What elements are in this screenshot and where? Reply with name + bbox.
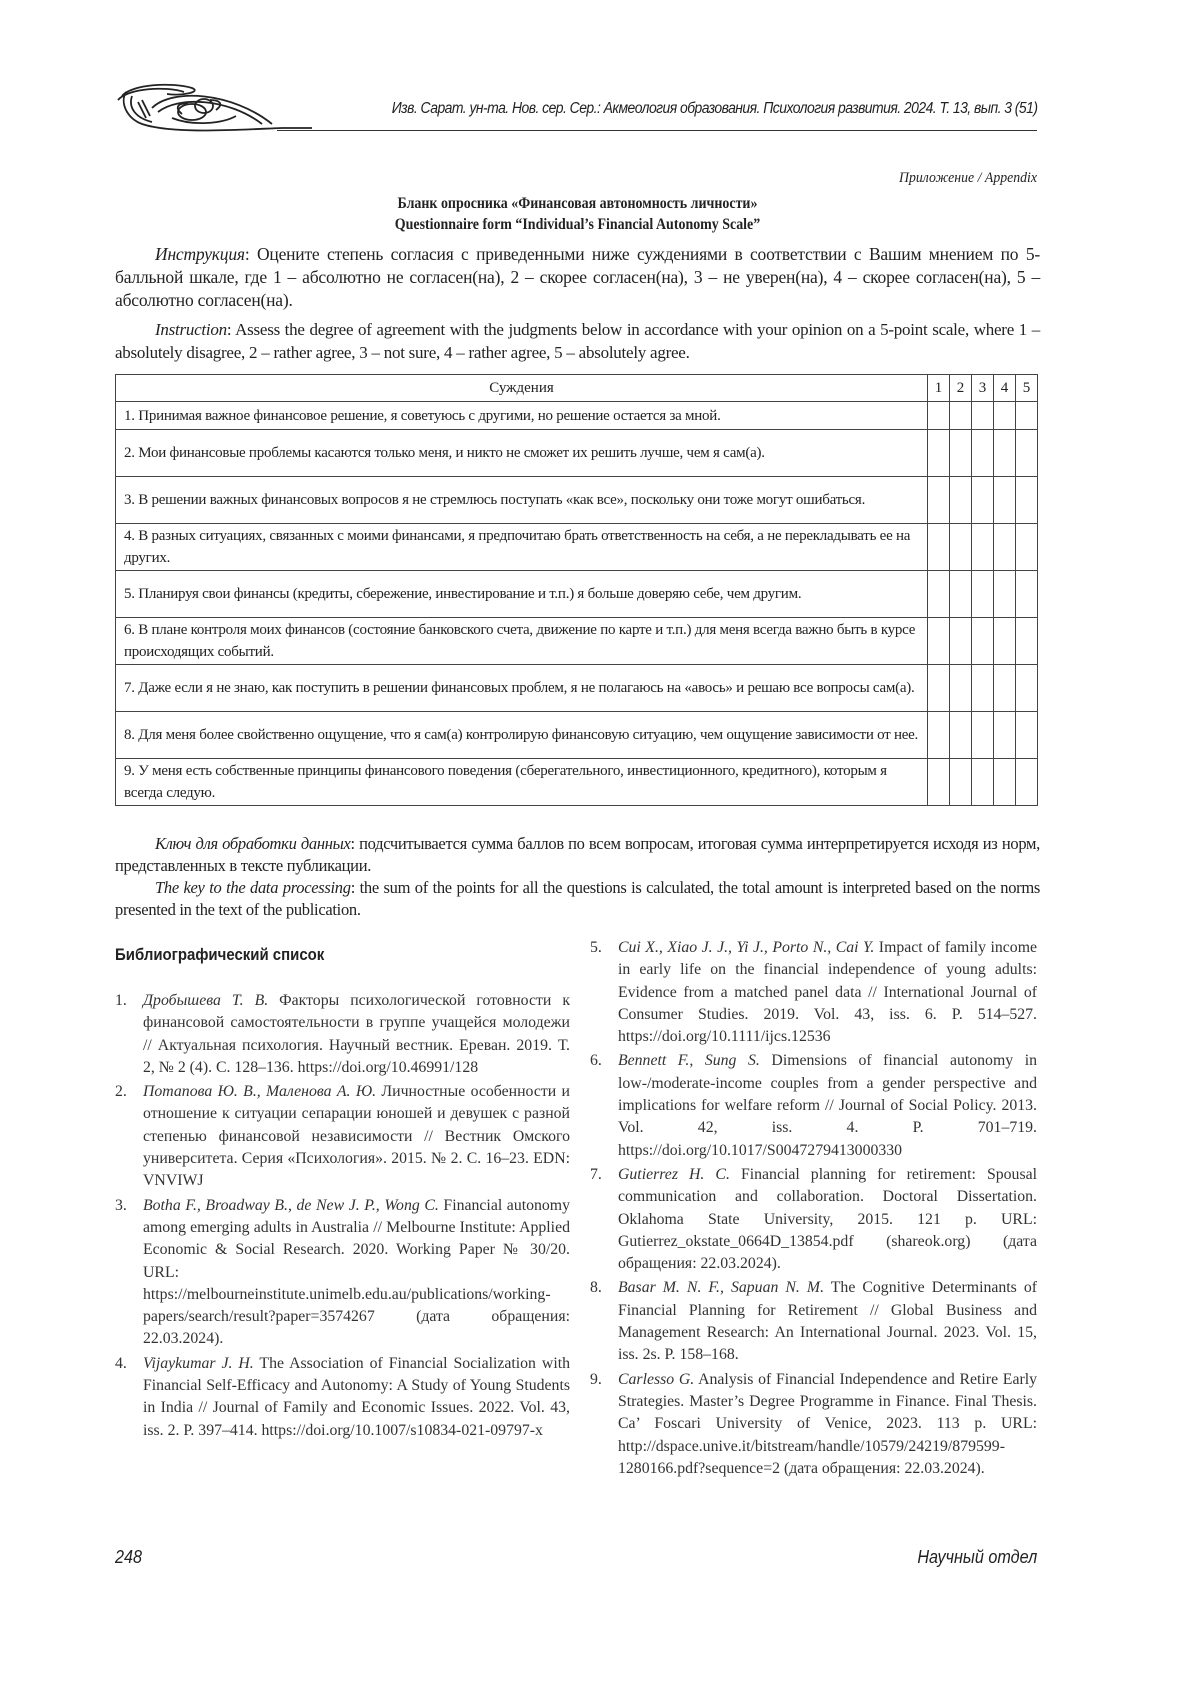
reference-text: The Association of Financial Socialization with Financial Self-Efficacy and Autonomy: A Study of Young Students in India // Journal of Family and Economic Issues. 2022. Vol. 43, iss. 2. P. 397–414. https://doi.org/10.1007/s10834-021-09797-x [143, 1354, 570, 1439]
bibliography-column-right [590, 937, 1037, 1480]
column-header-statements: Суждения [116, 375, 928, 402]
reference-item [115, 1353, 570, 1442]
score-cell-5[interactable] [1016, 665, 1038, 712]
reference-text: Dimensions of financial autonomy in low-/moderate-income couples from a gender perspective and implications for welfare reform // Journal of Social Policy. 2013. Vol. 42, iss. 4. P. 701–719. https://doi.org/10.1017/S0047279413000330 [618, 1052, 1037, 1159]
score-cell-5[interactable] [1016, 759, 1038, 806]
data-key-en-label: The key to the data processing [155, 878, 351, 897]
column-header-score-5: 5 [1016, 375, 1038, 402]
reference-text: Analysis of Financial Independence and Retire Early Strategies. Master’s Degree Programme in Finance. Final Thesis. Ca’ Foscari University of Venice, 2023. 113 p. URL: http://dspace.unive.it/bitstream/handle/10579/24219/879599-1280166.pdf?sequence=2 (дата обращения: 22.03.2024). [618, 1370, 1038, 1477]
reference-item [115, 1081, 570, 1192]
instruction-ru [115, 243, 1040, 312]
score-cell-2[interactable] [950, 618, 972, 665]
table-row [116, 430, 1038, 477]
score-cell-4[interactable] [994, 402, 1016, 430]
score-cell-1[interactable] [928, 759, 950, 806]
score-cell-4[interactable] [994, 571, 1016, 618]
column-header-score-4: 4 [994, 375, 1016, 402]
statement-cell: 8. Для меня более свойственно ощущение, что я сам(а) контролирую финансовую ситуацию, чем ощущение зависимости от нее. [116, 712, 928, 759]
table-row [116, 712, 1038, 759]
reference-number: 1. [115, 992, 127, 1009]
statement-cell: 6. В плане контроля моих финансов (состояние банковского счета, движение по карте и т.п.) для меня всегда важно быть в курсе происходящих событий. [116, 618, 928, 665]
reference-number: 7. [590, 1165, 602, 1183]
reference-text: The Cognitive Determinants of Financial Planning for Retirement // Global Business and Management Research: An International Journal. 2023. Vol. 15, iss. 2s. P. 158–168. [618, 1279, 1038, 1364]
form-title-en: Questionnaire form “Individual’s Financial Autonomy Scale” [394, 216, 761, 233]
data-key-ru [115, 833, 1040, 877]
reference-item [590, 1164, 1037, 1275]
instruction-ru-label: Инструкция [155, 244, 245, 264]
score-cell-3[interactable] [972, 759, 994, 806]
score-cell-2[interactable] [950, 477, 972, 524]
score-cell-5[interactable] [1016, 571, 1038, 618]
score-cell-1[interactable] [928, 712, 950, 759]
score-cell-2[interactable] [950, 402, 972, 430]
reference-authors: Carlesso G. [618, 1370, 695, 1388]
ornamental-logo-icon [112, 78, 312, 136]
reference-item [590, 1050, 1037, 1161]
reference-item [115, 1195, 570, 1351]
score-cell-5[interactable] [1016, 712, 1038, 759]
score-cell-4[interactable] [994, 430, 1016, 477]
score-cell-5[interactable] [1016, 524, 1038, 571]
data-key-ru-text: : подсчитывается сумма баллов по всем вопросам, итоговая сумма интерпретируется исходя из норм, представленных в тексте публикации. [115, 834, 1040, 875]
reference-authors: Дробышева Т. В. [143, 992, 269, 1009]
score-cell-2[interactable] [950, 571, 972, 618]
instruction-ru-text: : Оцените степень согласия с приведенными ниже суждениями в соответствии с Вашим мнением по 5-балльной шкале, где 1 – абсолютно не согласен(на), 2 – скорее согласен(на), 3 – не уверен(на), 4 – скорее согласен(на), 5 – абсолютно согласен(на). [115, 244, 1040, 310]
reference-item [590, 937, 1037, 1048]
reference-authors: Потапова Ю. В., Маленова А. Ю. [143, 1083, 377, 1101]
reference-authors: Cui X., Xiao J. J., Yi J., Porto N., Cai Y. [618, 939, 875, 956]
statement-cell: 7. Даже если я не знаю, как поступить в решении финансовых проблем, я не полагаюсь на «авось» и решаю все вопросы сам(а). [116, 665, 928, 712]
reference-number: 6. [590, 1052, 602, 1070]
data-key-en [115, 877, 1040, 921]
score-cell-1[interactable] [928, 402, 950, 430]
score-cell-5[interactable] [1016, 430, 1038, 477]
score-cell-2[interactable] [950, 665, 972, 712]
score-cell-5[interactable] [1016, 402, 1038, 430]
score-cell-1[interactable] [928, 571, 950, 618]
score-cell-1[interactable] [928, 524, 950, 571]
bibliography-column-left [115, 990, 570, 1442]
column-header-score-1: 1 [928, 375, 950, 402]
table-row [116, 759, 1038, 806]
score-cell-4[interactable] [994, 665, 1016, 712]
score-cell-4[interactable] [994, 477, 1016, 524]
reference-authors: Basar M. N. F., Sapuan N. M. [618, 1279, 825, 1297]
score-cell-3[interactable] [972, 430, 994, 477]
reference-text: Financial autonomy among emerging adults in Australia // Melbourne Institute: Applied Economic & Social Research. 2020. Working Paper № 30/20. URL: https://melbourneinstitute.unimelb.edu.au/publications/working-papers/search/result?paper=3574267 (дата обращения: 22.03.2024). [143, 1196, 570, 1348]
reference-number: 8. [590, 1279, 602, 1297]
reference-number: 4. [115, 1354, 127, 1372]
column-header-score-2: 2 [950, 375, 972, 402]
reference-text: Личностные особенности и отношение к ситуации сепарации юношей и девушек с разной степенью финансовой независимости // Вестник Омского университета. Серия «Психология». 2015. № 2. С. 16–23. EDN: VNVIWJ [143, 1083, 570, 1190]
reference-item [590, 1369, 1037, 1480]
reference-text: Impact of family income in early life on the financial independence of young adults: Evidence from a matched panel data // International Journal of Consumer Studies. 2019. Vol. 43, iss. 6. P. 514–527. https://doi.org/10.1111/ijcs.12536 [618, 939, 1037, 1046]
score-cell-4[interactable] [994, 618, 1016, 665]
score-cell-4[interactable] [994, 759, 1016, 806]
reference-number: 9. [590, 1370, 602, 1388]
running-header [112, 78, 1037, 136]
reference-authors: Bennett F., Sung S. [618, 1052, 760, 1070]
reference-number: 2. [115, 1083, 127, 1101]
score-cell-1[interactable] [928, 665, 950, 712]
score-cell-3[interactable] [972, 618, 994, 665]
bibliography-heading: Библиографический список [115, 945, 325, 964]
reference-authors: Botha F., Broadway B., de New J. P., Wong C. [143, 1196, 439, 1214]
table-row [116, 665, 1038, 712]
header-divider [277, 130, 1037, 131]
reference-authors: Gutierrez H. C. [618, 1165, 730, 1183]
score-cell-1[interactable] [928, 430, 950, 477]
reference-text: Факторы психологической готовности к финансовой самостоятельности в группе учащейся молодежи // Актуальная психология. Научный вестник. Ереван. 2019. Т. 2, № 2 (4). С. 128–136. https://doi.org/10.46991/128 [143, 992, 570, 1076]
score-cell-3[interactable] [972, 712, 994, 759]
table-row [116, 477, 1038, 524]
score-cell-5[interactable] [1016, 477, 1038, 524]
reference-text: Financial planning for retirement: Spousal communication and collaboration. Doctoral Dissertation. Oklahoma State University, 2015. 121 p. URL: Gutierrez_okstate_0664D_13854.pdf (shareok.org) (дата обращения: 22.03.2024). [618, 1165, 1037, 1273]
reference-authors: Vijaykumar J. H. [143, 1354, 254, 1372]
statement-cell: 3. В решении важных финансовых вопросов я не стремлюсь поступать «как все», поскольку они тоже могут ошибаться. [116, 477, 928, 524]
score-cell-3[interactable] [972, 477, 994, 524]
score-cell-3[interactable] [972, 665, 994, 712]
score-cell-2[interactable] [950, 524, 972, 571]
score-cell-2[interactable] [950, 430, 972, 477]
score-cell-2[interactable] [950, 759, 972, 806]
score-cell-3[interactable] [972, 524, 994, 571]
reference-item [115, 990, 570, 1079]
table-row [116, 402, 1038, 430]
page-number: 248 [115, 1547, 143, 1567]
statement-cell: 1. Принимая важное финансовое решение, я советуюсь с другими, но решение остается за мной. [116, 402, 928, 430]
data-key-ru-label: Ключ для обработки данных [155, 834, 351, 853]
form-title-ru: Бланк опросника «Финансовая автономность личности» [397, 195, 758, 212]
column-header-score-3: 3 [972, 375, 994, 402]
statement-cell: 5. Планируя свои финансы (кредиты, сбережение, инвестирование и т.п.) я больше доверяю себе, чем другим. [116, 571, 928, 618]
appendix-label: Приложение / Appendix [898, 170, 1037, 186]
instruction-en [115, 318, 1040, 364]
table-row [116, 618, 1038, 665]
statement-cell: 4. В разных ситуациях, связанных с моими финансами, я предпочитаю брать ответственность на себя, а не перекладывать ее на других. [116, 524, 928, 571]
reference-number: 5. [590, 939, 602, 956]
table-row [116, 524, 1038, 571]
score-cell-4[interactable] [994, 524, 1016, 571]
section-label: Научный отдел [917, 1547, 1037, 1567]
table-row [116, 571, 1038, 618]
score-cell-4[interactable] [994, 712, 1016, 759]
score-cell-1[interactable] [928, 477, 950, 524]
score-cell-5[interactable] [1016, 618, 1038, 665]
score-cell-3[interactable] [972, 571, 994, 618]
statement-cell: 9. У меня есть собственные принципы финансового поведения (сберегательного, инвестиционного, кредитного), которым я всегда следую. [116, 759, 928, 806]
score-cell-3[interactable] [972, 402, 994, 430]
reference-item [590, 1277, 1037, 1366]
score-cell-1[interactable] [928, 618, 950, 665]
instruction-en-text: : Assess the degree of agreement with the judgments below in accordance with your opinion on a 5-point scale, where 1 – absolutely disagree, 2 – rather agree, 3 – not sure, 4 – rather agree, 5 – absolutely agree. [115, 320, 1040, 362]
data-key-en-text: : the sum of the points for all the questions is calculated, the total amount is interpreted based on the norms presented in the text of the publication. [115, 878, 1040, 919]
questionnaire-table [115, 374, 1038, 806]
statement-cell: 2. Мои финансовые проблемы касаются только меня, и никто не сможет их решить лучше, чем я сам(а). [116, 430, 928, 477]
table-header-row [116, 375, 1038, 402]
journal-title: Изв. Сарат. ун-та. Нов. сер. Сер.: Акмеология образования. Психология развития. 2024. Т. 13, вып. 3 (51) [391, 100, 1037, 117]
instruction-en-label: Instruction [155, 320, 227, 339]
score-cell-2[interactable] [950, 712, 972, 759]
reference-number: 3. [115, 1196, 127, 1214]
